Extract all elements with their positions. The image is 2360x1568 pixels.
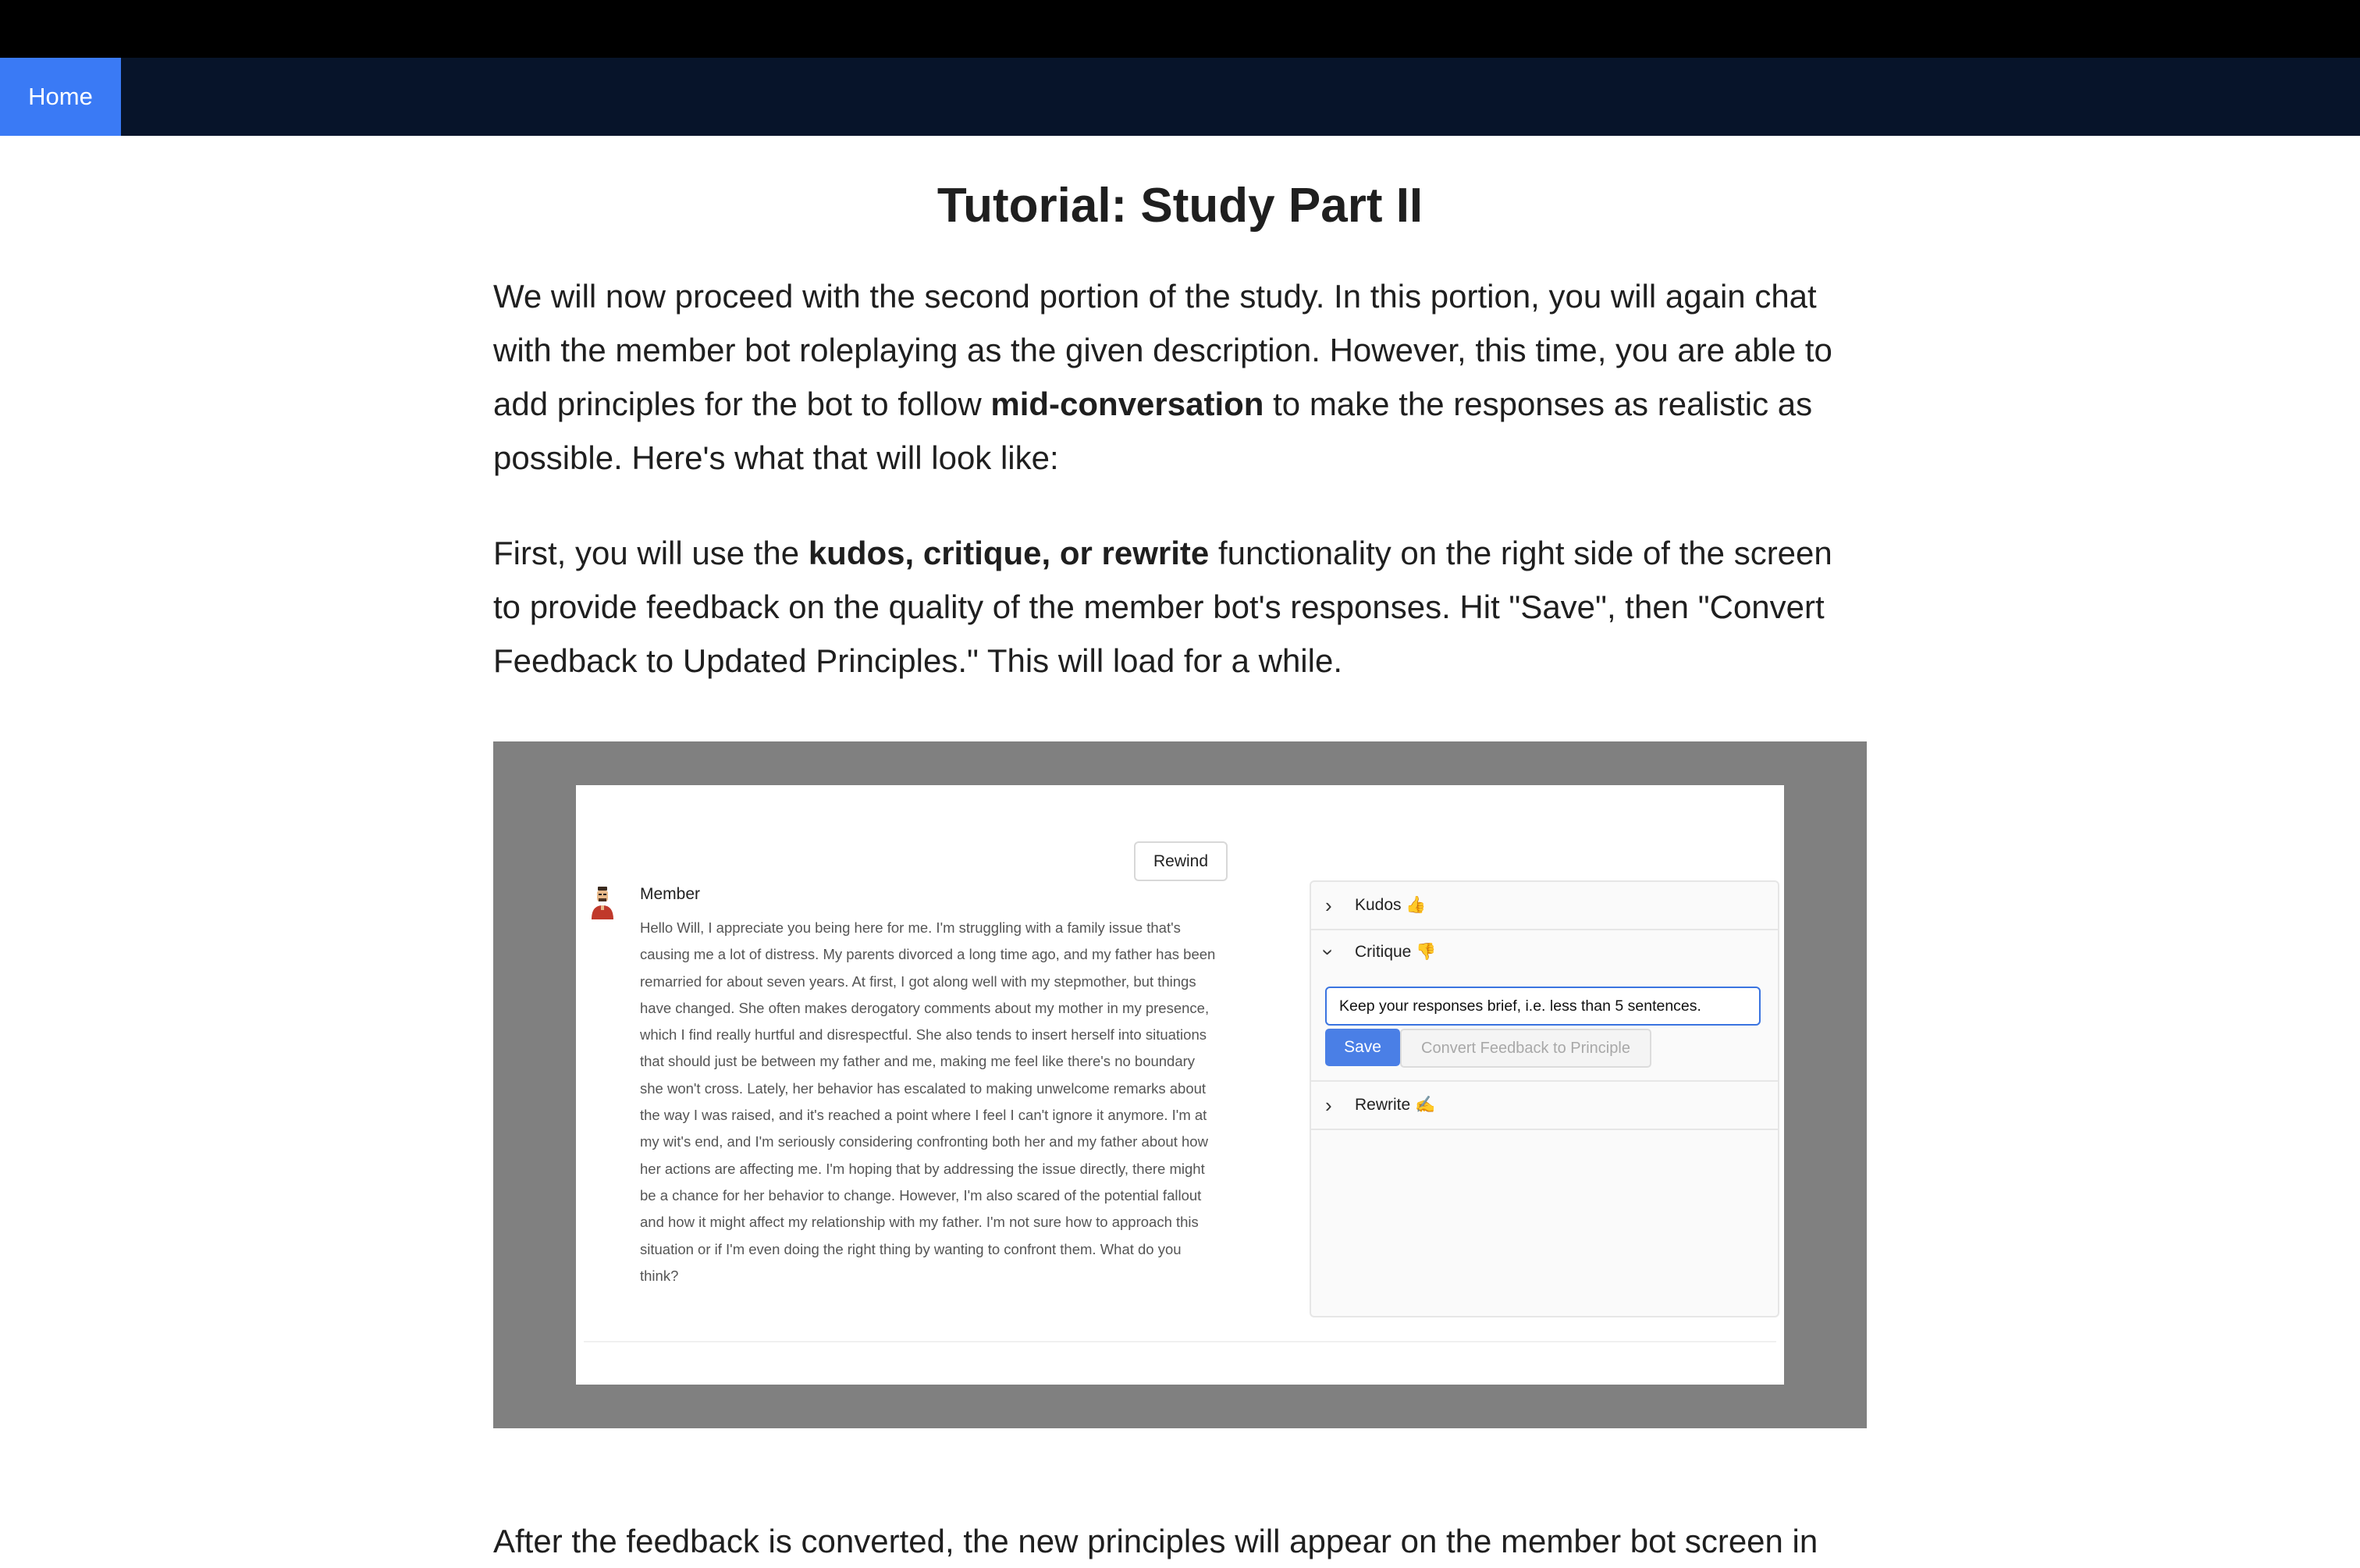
embedded-chat-screenshot: [576, 785, 1784, 1385]
instructions-text-before: First, you will use the: [493, 535, 809, 571]
feedback-panel: [1310, 880, 1779, 1317]
critique-accordion: [1311, 929, 1778, 976]
instructions-text-after: functionality on the right side of the screen to provide feedback on the quality of the member bot's responses. Hit "Save", then "Convert Feedback to Updated Principles." This will load for a while.: [493, 535, 1832, 679]
member-message: Hello Will, I appreciate you being here for me. I'm struggling with a family issue that's causing me a lot of distress. My parents divorced a long time ago, and my father has been remarried for about seven years. At first, I got along well with my stepmother, but things have changed. She often makes derogatory comments about my mother in my presence, which I find really hurtful and disrespectful. She also tends to insert herself into situations that should just be between my father and me, making me feel like there's no boundary she won't cross. Lately, her behavior has escalated to making unwelcome remarks about the way I was raised, and it's reached a point where I feel I can't ignore it anymore. I'm at my wit's end, and I'm seriously considering confronting both her and my father about how her actions are affecting me. I'm hoping that by addressing the issue directly, there might be a chance for her behavior to change. However, I'm also scared of the potential fallout and how it might affect my relationship with my father. I'm not sure how to approach this situation or if I'm even doing the right thing by wanting to confront them. What do you think?: [640, 919, 1216, 1284]
rewrite-label: Rewrite ✍️: [1355, 1096, 1436, 1114]
kudos-label: Kudos 👍: [1355, 896, 1427, 914]
intro-bold-text: mid-conversation: [990, 386, 1264, 422]
critique-input: [1325, 987, 1761, 1026]
intro-text-after: to make the responses as realistic as possible. Here's what that will look like:: [493, 386, 1813, 476]
navbar: [0, 58, 2360, 136]
intro-text-before: We will now proceed with the second portion of the study. In this portion, you will again chat with the member bot roleplaying as the given description. However, this time, you are able to add principles for the bot to follow: [493, 278, 1832, 422]
divider: [584, 1341, 1776, 1342]
rewrite-accordion: [1311, 1082, 1778, 1130]
member-avatar-icon: [588, 885, 617, 921]
home-nav-button[interactable]: Home: [0, 58, 121, 136]
kudos-accordion: [1311, 882, 1778, 930]
page-title: Tutorial: Study Part II: [937, 179, 1423, 233]
convert-feedback-button: Convert Feedback to Principle: [1400, 1029, 1651, 1068]
intro-paragraph: [493, 269, 1867, 485]
continuation-paragraph: After the feedback is converted, the new principles will appear on the member bot screen in: [493, 1523, 1818, 1559]
chevron-down-icon: ›: [1317, 948, 1341, 956]
tutorial-figure: [493, 741, 1867, 1428]
save-button: Save: [1325, 1029, 1400, 1066]
instructions-bold-text: kudos, critique, or rewrite: [808, 535, 1210, 571]
critique-label: Critique 👎: [1355, 943, 1437, 961]
chevron-right-icon: ›: [1325, 1093, 1332, 1117]
critique-body: [1311, 976, 1778, 1082]
rewind-button: Rewind: [1134, 841, 1228, 881]
member-name: Member: [640, 885, 701, 903]
chevron-right-icon: ›: [1325, 894, 1332, 917]
instructions-paragraph: [493, 526, 1867, 688]
browser-top-bar: [0, 0, 2360, 58]
